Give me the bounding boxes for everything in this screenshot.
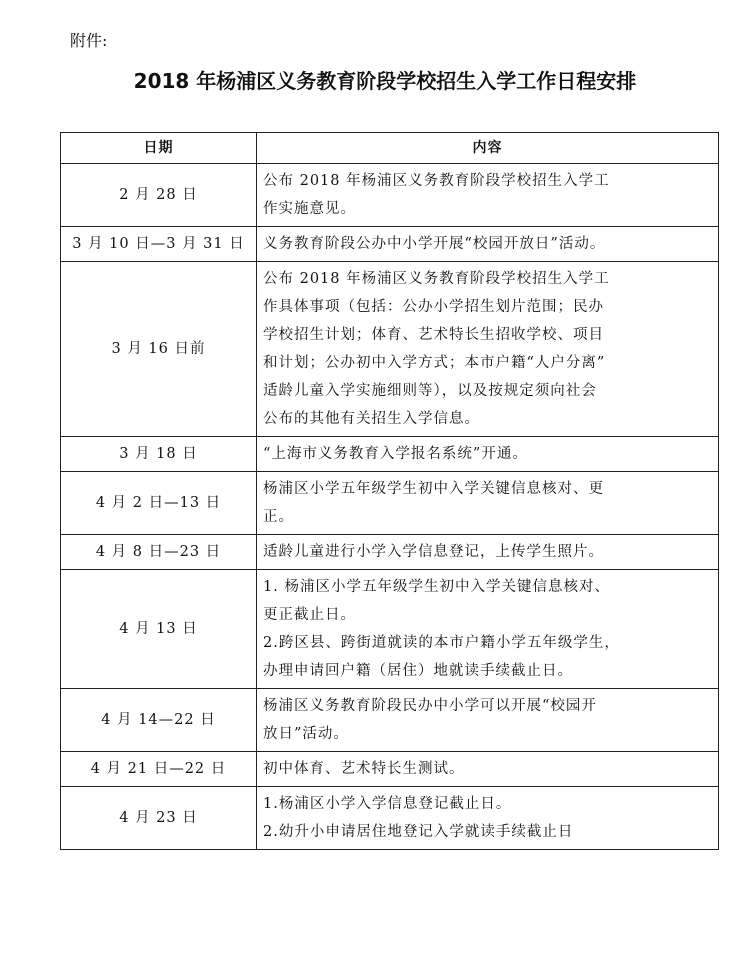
attachment-label: 附件: <box>70 31 108 50</box>
content-line: 适龄儿童进行小学入学信息登记，上传学生照片。 <box>263 544 604 560</box>
table-header-row <box>61 133 719 164</box>
table-row <box>61 262 719 437</box>
content-line: 初中体育、艺术特长生测试。 <box>263 761 465 777</box>
row-content <box>257 752 719 787</box>
row-date: 3 月 16 日前 <box>61 262 257 437</box>
table-body <box>61 164 719 850</box>
table-row <box>61 752 719 787</box>
row-date: 3 月 18 日 <box>61 437 257 472</box>
schedule-table <box>60 132 719 850</box>
row-date: 4 月 14—22 日 <box>61 689 257 752</box>
table-row <box>61 535 719 570</box>
row-content <box>257 570 719 689</box>
header-date: 日期 <box>61 133 257 164</box>
row-date: 4 月 2 日—13 日 <box>61 472 257 535</box>
row-date: 4 月 8 日—23 日 <box>61 535 257 570</box>
content-line: 2.幼升小申请居住地登记入学就读手续截止日 <box>263 824 574 840</box>
row-date: 4 月 23 日 <box>61 787 257 850</box>
content-line: 更正截止日。 <box>263 607 356 623</box>
content-line: 和计划；公办初中入学方式；本市户籍“人户分离” <box>263 355 606 371</box>
table-row <box>61 570 719 689</box>
content-line: 正。 <box>263 509 294 525</box>
row-content <box>257 437 719 472</box>
row-date: 2 月 28 日 <box>61 164 257 227</box>
content-line: 1.杨浦区小学入学信息登记截止日。 <box>263 796 512 812</box>
content-line: 1. 杨浦区小学五年级学生初中入学关键信息核对、 <box>263 579 610 595</box>
row-date: 3 月 10 日—3 月 31 日 <box>61 227 257 262</box>
row-content <box>257 262 719 437</box>
table-row <box>61 437 719 472</box>
content-line: 义务教育阶段公办中小学开展“校园开放日”活动。 <box>263 236 606 252</box>
row-content <box>257 535 719 570</box>
table-row <box>61 227 719 262</box>
row-content <box>257 227 719 262</box>
row-content <box>257 689 719 752</box>
content-line: 公布 2018 年杨浦区义务教育阶段学校招生入学工 <box>263 271 610 287</box>
row-content <box>257 787 719 850</box>
row-content <box>257 472 719 535</box>
content-line: 办理申请回户籍（居住）地就读手续截止日。 <box>263 663 573 679</box>
content-line: 适龄儿童入学实施细则等），以及按规定须向社会 <box>263 383 597 399</box>
document-title: 2018 年杨浦区义务教育阶段学校招生入学工作日程安排 <box>133 69 637 93</box>
table-row <box>61 164 719 227</box>
content-line: 公布的其他有关招生入学信息。 <box>263 411 480 427</box>
header-content: 内容 <box>257 133 719 164</box>
content-line: 杨浦区小学五年级学生初中入学关键信息核对、更 <box>263 481 604 497</box>
table-row <box>61 689 719 752</box>
content-line: 作具体事项（包括：公办小学招生划片范围；民办 <box>263 299 604 315</box>
content-line: 公布 2018 年杨浦区义务教育阶段学校招生入学工 <box>263 173 610 189</box>
table-row <box>61 472 719 535</box>
content-line: 学校招生计划；体育、艺术特长生招收学校、项目 <box>263 327 604 343</box>
content-line: 2.跨区县、跨街道就读的本市户籍小学五年级学生， <box>263 635 620 651</box>
table-row <box>61 787 719 850</box>
row-date: 4 月 13 日 <box>61 570 257 689</box>
content-line: 杨浦区义务教育阶段民办中小学可以开展“校园开 <box>263 698 597 714</box>
row-date: 4 月 21 日—22 日 <box>61 752 257 787</box>
content-line: 作实施意见。 <box>263 201 356 217</box>
row-content <box>257 164 719 227</box>
content-line: “上海市义务教育入学报名系统”开通。 <box>263 446 528 462</box>
content-line: 放日”活动。 <box>263 726 349 742</box>
